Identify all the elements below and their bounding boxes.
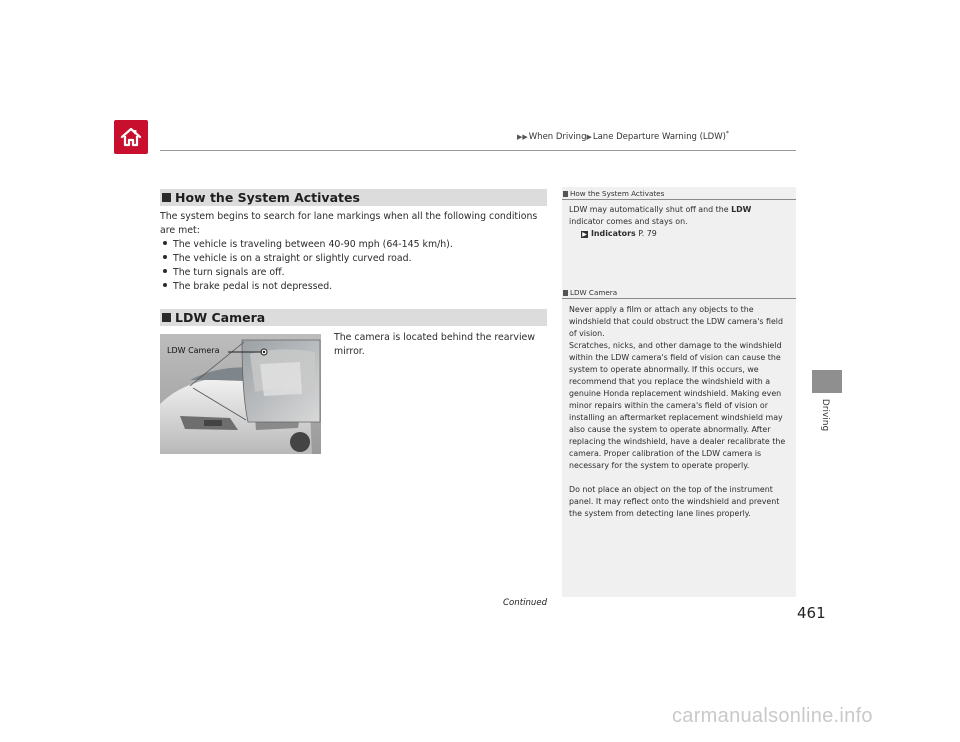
note2-text [569, 304, 791, 520]
camera-label: LDW Camera [167, 346, 220, 355]
cross-reference-link[interactable] [581, 228, 657, 240]
note1-text [569, 204, 789, 240]
list-item-text: The turn signals are off. [173, 267, 285, 278]
list-item-text: The vehicle is on a straight or slightly curved road. [173, 253, 412, 264]
breadcrumb-item-ldw[interactable]: Lane Departure Warning (LDW) [592, 131, 726, 142]
breadcrumb [517, 130, 729, 142]
breadcrumb-arrow-icon: ▶ [586, 132, 592, 141]
note-title-ldw-camera [563, 288, 617, 297]
list-item [160, 280, 332, 294]
home-button[interactable] [114, 120, 148, 154]
watermark: carmanualsonline.info [672, 705, 873, 727]
list-item [160, 266, 285, 280]
note-title-how-system-activates [563, 189, 664, 198]
note-title-text: LDW Camera [570, 288, 618, 297]
section-header-ldw-camera [160, 309, 547, 326]
note2-paragraph: Do not place an object on the top of the instrument panel. It may reflect onto the windshield and prevent the system from detecting lane lines properly. [569, 485, 780, 518]
section-square-icon [162, 313, 171, 322]
header-divider [160, 150, 796, 151]
home-icon [119, 125, 143, 149]
note1-text-part: LDW may automatically shut off and the [569, 205, 729, 214]
section-title: How the System Activates [175, 190, 360, 205]
section1-intro: The system begins to search for lane markings when all the following conditions are met: [160, 211, 538, 236]
bullet-icon [163, 241, 167, 245]
breadcrumb-asterisk: * [725, 130, 729, 137]
continued-label: Continued [503, 598, 548, 608]
reference-arrow-icon: ▶ [582, 231, 587, 238]
bullet-icon [163, 269, 167, 273]
note-divider [562, 199, 796, 200]
bullet-icon [163, 283, 167, 287]
list-item [160, 238, 453, 252]
list-item-text: The brake pedal is not depressed. [173, 281, 333, 292]
note-divider [562, 298, 796, 299]
chapter-tab-label: Driving [820, 398, 830, 432]
note-icon [563, 191, 568, 197]
breadcrumb-arrow-icon: ▶▶ [517, 132, 528, 141]
list-item [160, 252, 412, 266]
list-item-text: The vehicle is traveling between 40-90 mph (64-145 km/h). [173, 239, 453, 250]
section-square-icon [162, 193, 171, 202]
section-title: LDW Camera [175, 310, 266, 325]
note2-paragraph: Never apply a film or attach any objects to the windshield that could obstruct the LDW camera's field of vision. [569, 305, 784, 338]
section2-body: The camera is located behind the rearview mirror. [334, 332, 535, 357]
chapter-tab[interactable] [812, 370, 842, 393]
reference-page: P. 79 [638, 229, 657, 238]
note1-text-part: indicator comes and stays on. [569, 217, 688, 226]
page-number: 461 [797, 604, 826, 622]
bullet-icon [163, 255, 167, 259]
note-title-text: How the System Activates [570, 189, 665, 198]
section-header-how-system-activates [160, 189, 547, 206]
note1-text-bold: LDW [731, 205, 752, 214]
note2-paragraph: Scratches, nicks, and other damage to the windshield within the LDW camera's field of vision can cause the system to operate abnormally. If this occurs, we recommend that you replace the windshield with a genuine Honda replacement windshield. Making even minor repairs within the camera's field of vision or installing an aftermarket replacement windshield may also cause the system to operate abnormally. After replacing the windshield, have a dealer recalibrate the camera. Proper calibration of the LDW camera is necessary for the system to operate properly. [569, 341, 786, 470]
note-icon [563, 290, 568, 296]
breadcrumb-item-when-driving[interactable]: When Driving [528, 131, 587, 142]
reference-label[interactable]: Indicators [591, 229, 636, 238]
